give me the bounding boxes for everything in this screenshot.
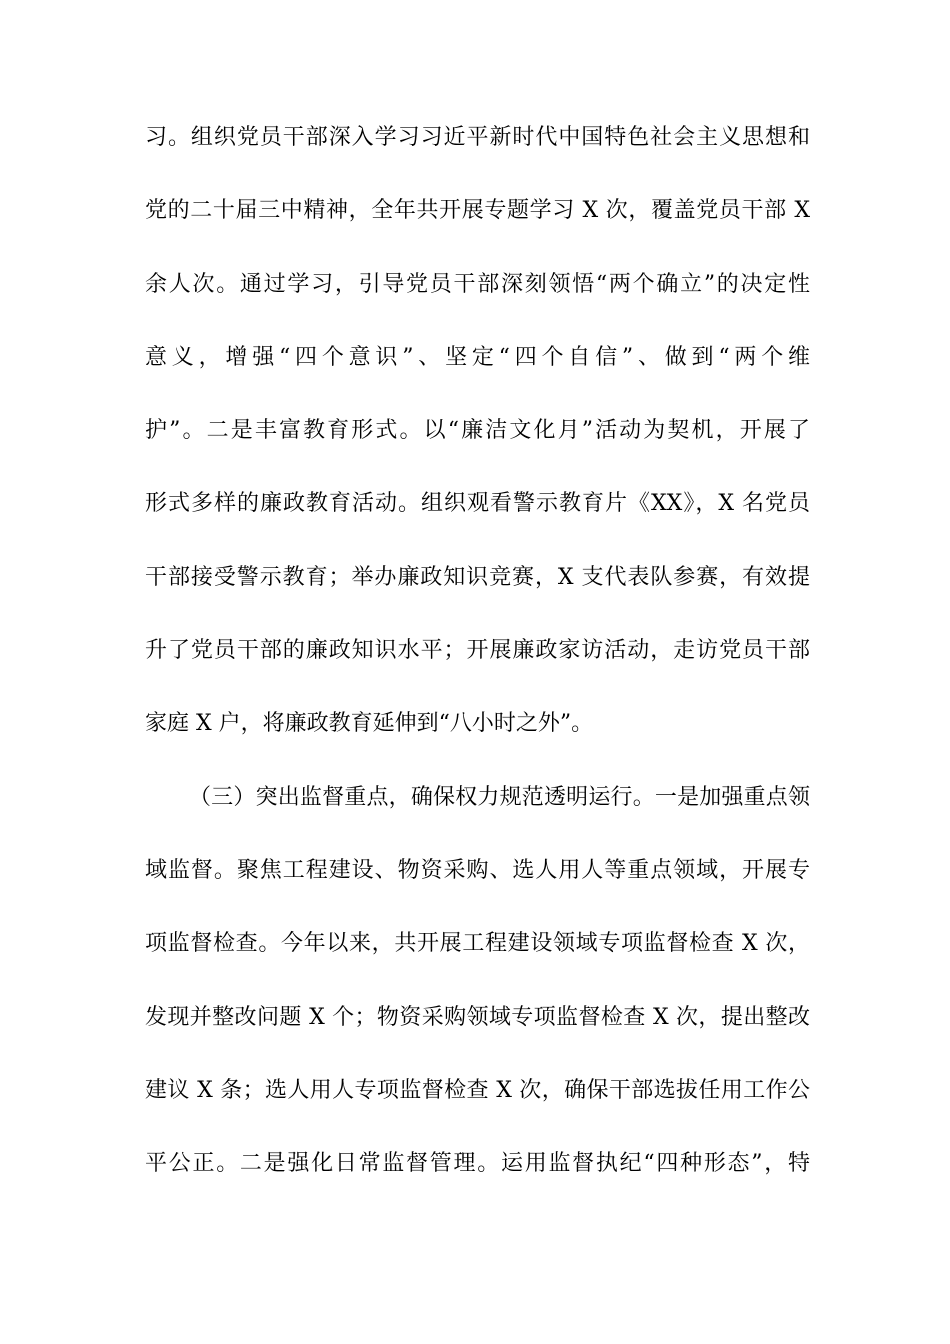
text-line: 发现并整改问题 X 个；物资采购领域专项监督检查 X 次，提出整改 bbox=[145, 1004, 810, 1030]
text-line: 意义，增强“四个意识”、坚定“四个自信”、做到“两个维 bbox=[145, 344, 810, 370]
text-line: 形式多样的廉政教育活动。组织观看警示教育片《XX》，X 名党员 bbox=[145, 491, 810, 517]
text-line: 域监督。聚焦工程建设、物资采购、选人用人等重点领域，开展专 bbox=[145, 857, 810, 883]
text-line-paragraph-end: 家庭 X 户，将廉政教育延伸到“八小时之外”。 bbox=[145, 711, 594, 737]
text-line: 项监督检查。今年以来，共开展工程建设领域专项监督检查 X 次， bbox=[145, 931, 810, 957]
text-line: 护”。二是丰富教育形式。以“廉洁文化月”活动为契机，开展了 bbox=[145, 418, 810, 444]
body-text bbox=[145, 114, 810, 1213]
text-line: 干部接受警示教育；举办廉政知识竞赛，X 支代表队参赛，有效提 bbox=[145, 564, 810, 590]
text-line: 建议 X 条；选人用人专项监督检查 X 次，确保干部选拔任用工作公 bbox=[145, 1077, 810, 1103]
text-line: 余人次。通过学习，引导党员干部深刻领悟“两个确立”的决定性 bbox=[145, 271, 810, 297]
text-line: 升了党员干部的廉政知识水平；开展廉政家访活动，走访党员干部 bbox=[145, 638, 810, 664]
section-heading-line: （三）突出监督重点，确保权力规范透明运行。一是加强重点领 bbox=[189, 784, 810, 810]
text-line: 习。组织党员干部深入学习习近平新时代中国特色社会主义思想和 bbox=[145, 125, 810, 150]
text-line: 平公正。二是强化日常监督管理。运用监督执纪“四种形态”，特 bbox=[145, 1151, 810, 1177]
text-line: 党的二十届三中精神，全年共开展专题学习 X 次，覆盖党员干部 X bbox=[145, 198, 810, 224]
